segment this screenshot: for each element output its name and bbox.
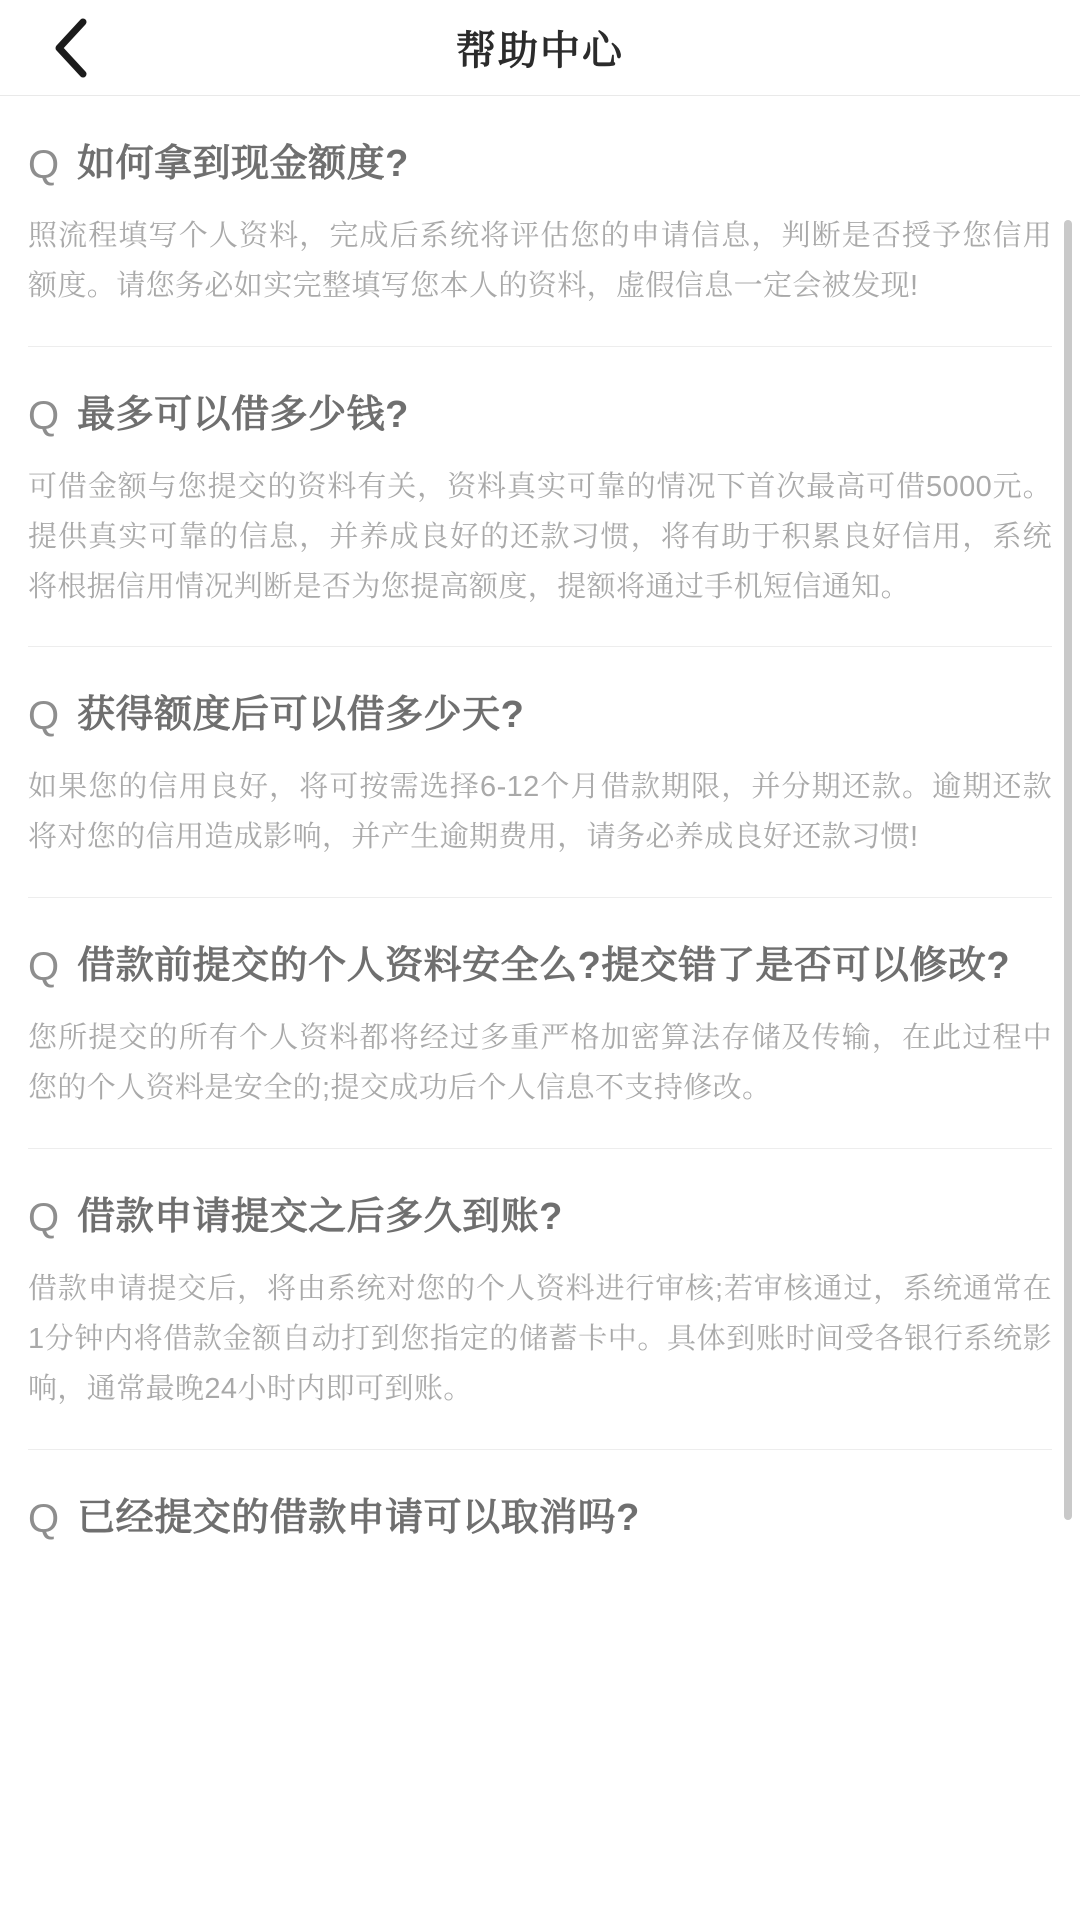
faq-question-text: 借款前提交的个人资料安全么?提交错了是否可以修改? <box>77 945 1011 988</box>
faq-answer-text: 您所提交的所有个人资料都将经过多重严格加密算法存储及传输，在此过程中您的个人资料是安全的;提交成功后个人信息不支持修改。 <box>28 1022 1052 1104</box>
question-marker-icon: Q <box>28 1195 60 1240</box>
faq-question-text: 已经提交的借款申请可以取消吗? <box>77 1496 640 1539</box>
faq-item[interactable] <box>28 1149 1052 1450</box>
question-marker-icon: Q <box>28 143 60 187</box>
faq-item[interactable] <box>28 96 1052 347</box>
faq-question-row <box>28 1494 1052 1544</box>
faq-question-text: 借款申请提交之后多久到账? <box>77 1195 563 1238</box>
faq-question-row <box>28 942 1052 992</box>
faq-question-text: 最多可以借多少钱? <box>77 393 409 436</box>
question-marker-icon: Q <box>28 393 60 438</box>
question-marker-icon: Q <box>28 694 60 739</box>
faq-answer-text: 可借金额与您提交的资料有关，资料真实可靠的情况下首次最高可借5000元。提供真实可靠的信息，并养成良好的还款习惯，将有助于积累良好信用，系统将根据信用情况判断是否为您提高额度，提额将通过手机短信通知。 <box>28 470 1052 603</box>
navigation-bar <box>0 0 1080 96</box>
chevron-left-icon <box>49 16 93 80</box>
faq-question-row <box>28 391 1052 441</box>
faq-answer-text: 照流程填写个人资料，完成后系统将评估您的申请信息，判断是否授予您信用额度。请您务必如实完整填写您本人的资料，虚假信息一定会被发现! <box>28 220 1052 302</box>
faq-answer-text: 借款申请提交后，将由系统对您的个人资料进行审核;若审核通过，系统通常在1分钟内将借款金额自动打到您指定的储蓄卡中。具体到账时间受各银行系统影响，通常最晚24小时内即可到账。 <box>28 1272 1052 1405</box>
question-marker-icon: Q <box>28 1496 60 1541</box>
question-marker-icon: Q <box>28 945 60 990</box>
faq-item[interactable] <box>28 1450 1052 1600</box>
faq-item[interactable] <box>28 898 1052 1149</box>
faq-answer-text: 如果您的信用良好，将可按需选择6-12个月借款期限，并分期还款。逾期还款将对您的信用造成影响，并产生逾期费用，请务必养成良好还款习惯! <box>28 771 1052 854</box>
back-button[interactable] <box>36 13 106 83</box>
faq-question-row <box>28 1193 1052 1243</box>
faq-question-row <box>28 691 1052 741</box>
faq-scroll-area[interactable] <box>0 96 1080 1920</box>
faq-question-text: 获得额度后可以借多少天? <box>77 694 525 737</box>
faq-question-text: 如何拿到现金额度? <box>77 143 409 185</box>
faq-question-row <box>28 140 1052 190</box>
faq-item[interactable] <box>28 347 1052 648</box>
faq-item[interactable] <box>28 647 1052 898</box>
page-title: 帮助中心 <box>456 29 624 73</box>
scrollbar-thumb[interactable] <box>1064 220 1072 1520</box>
scrollbar-track[interactable] <box>1068 110 1076 1900</box>
